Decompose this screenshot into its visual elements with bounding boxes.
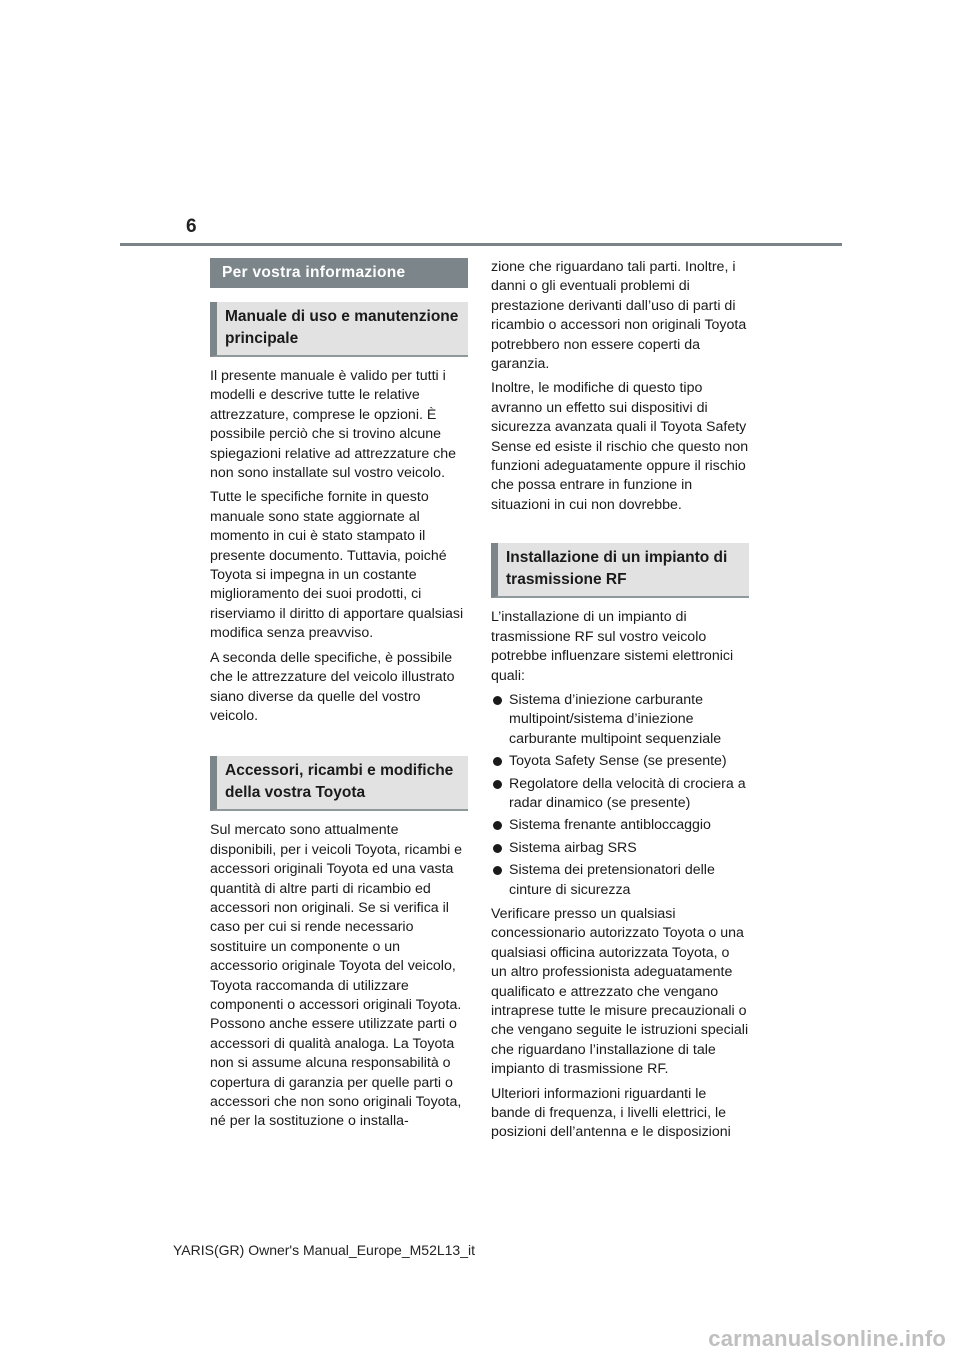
- paragraph: L’installazione di un impianto di trasmissione RF sul vostro veicolo potrebbe influenzare sistemi elettronici quali:: [491, 609, 734, 684]
- paragraph: Inoltre, le modifiche di questo tipo avranno un effetto sui dispositivi di sicurezza avanzata quali il Toyota Safety Sense ed esiste il rischio che questo non funzioni adeguatamente oppure il rischio che possa entrare in funzione in situazioni in cui non dovrebbe.: [491, 380, 749, 513]
- paragraph: Ulteriori informazioni riguardanti le bande di frequenza, i livelli elettrici, le posizioni dell’antenna e le disposizioni: [491, 1085, 731, 1141]
- paragraph: Verificare presso un qualsiasi concessionario autorizzato Toyota o una qualsiasi officina autorizzata Toyota, o un altro professionista adeguatamente qualificato e attrezzato che vengano intraprese tutte le misure precauzionali o che vengano seguite le istruzioni speciali che riguardano l’installazione di tale impianto di trasmissione RF.: [491, 905, 749, 1078]
- left-column: [210, 258, 468, 1137]
- list-item: Toyota Safety Sense (se presente): [491, 752, 749, 771]
- systems-list: [491, 691, 749, 900]
- paragraph: Il presente manuale è valido per tutti i modelli e descrive tutte le relative attrezzature, comprese le opzioni. È possibile perciò che si trovino alcune spiegazioni relative ad attrezzature che non sono installate sul vostro veicolo.: [210, 368, 457, 482]
- watermark: carmanualsonline.info: [708, 1326, 946, 1351]
- paragraph: Tutte le specifiche fornite in questo manuale sono state aggiornate al momento in cui è stato stampato il presente documento. Tuttavia, poiché Toyota si impegna in un costante miglioramento dei suoi prodotti, ci riserviamo il diritto di apportare qualsiasi modifica senza preavviso.: [210, 489, 464, 642]
- page-number: 6: [186, 216, 197, 237]
- section-heading-info: Per vostra informazione: [210, 258, 468, 288]
- list-item: Sistema d’iniezione carburante multipoint/sistema d’iniezione carburante multipoint sequenziale: [491, 691, 749, 749]
- paragraph: zione che riguardano tali parti. Inoltre, i danni o gli eventuali problemi di prestazione derivanti dall’uso di parti di ricambio o accessori non originali Toyota potrebbero non essere coperti da garanzia.: [491, 259, 747, 373]
- list-item: Sistema dei pretensionatori delle cinture di sicurezza: [491, 861, 749, 900]
- header-rule: [120, 243, 842, 246]
- paragraph: Sul mercato sono attualmente disponibili, per i veicoli Toyota, ricambi e accessori originali Toyota ed una vasta quantità di altre parti di ricambio ed accessori non originali. Se si verifica il caso per cui si rende necessario sostituire un componente o un accessorio originale Toyota del veicolo, Toyota raccomanda di utilizzare componenti o accessori originali Toyota. Possono anche essere utilizzate parti o accessori di qualità analoga. La Toyota non si assume alcuna responsabilità o copertura di garanzia per quelle parti o accessori che non sono originali Toyota, né per la sostituzione o installa-: [210, 822, 463, 1130]
- subheading-accessories: Accessori, ricambi e modifiche della vostra Toyota: [210, 756, 468, 811]
- right-column: [491, 258, 749, 1148]
- paragraph: A seconda delle specifiche, è possibile che le attrezzature del veicolo illustrato siano diverse da quelle del vostro veicolo.: [210, 649, 455, 724]
- subheading-rf-installation: Installazione di un impianto di trasmissione RF: [491, 543, 749, 598]
- list-item: Sistema airbag SRS: [491, 839, 749, 858]
- subheading-main-manual: Manuale di uso e manutenzione principale: [210, 302, 468, 357]
- list-item: Regolatore della velocità di crociera a radar dinamico (se presente): [491, 775, 749, 814]
- footer-document-id: YARIS(GR) Owner's Manual_Europe_M52L13_it: [173, 1242, 475, 1258]
- list-item: Sistema frenante antibloccaggio: [491, 816, 749, 835]
